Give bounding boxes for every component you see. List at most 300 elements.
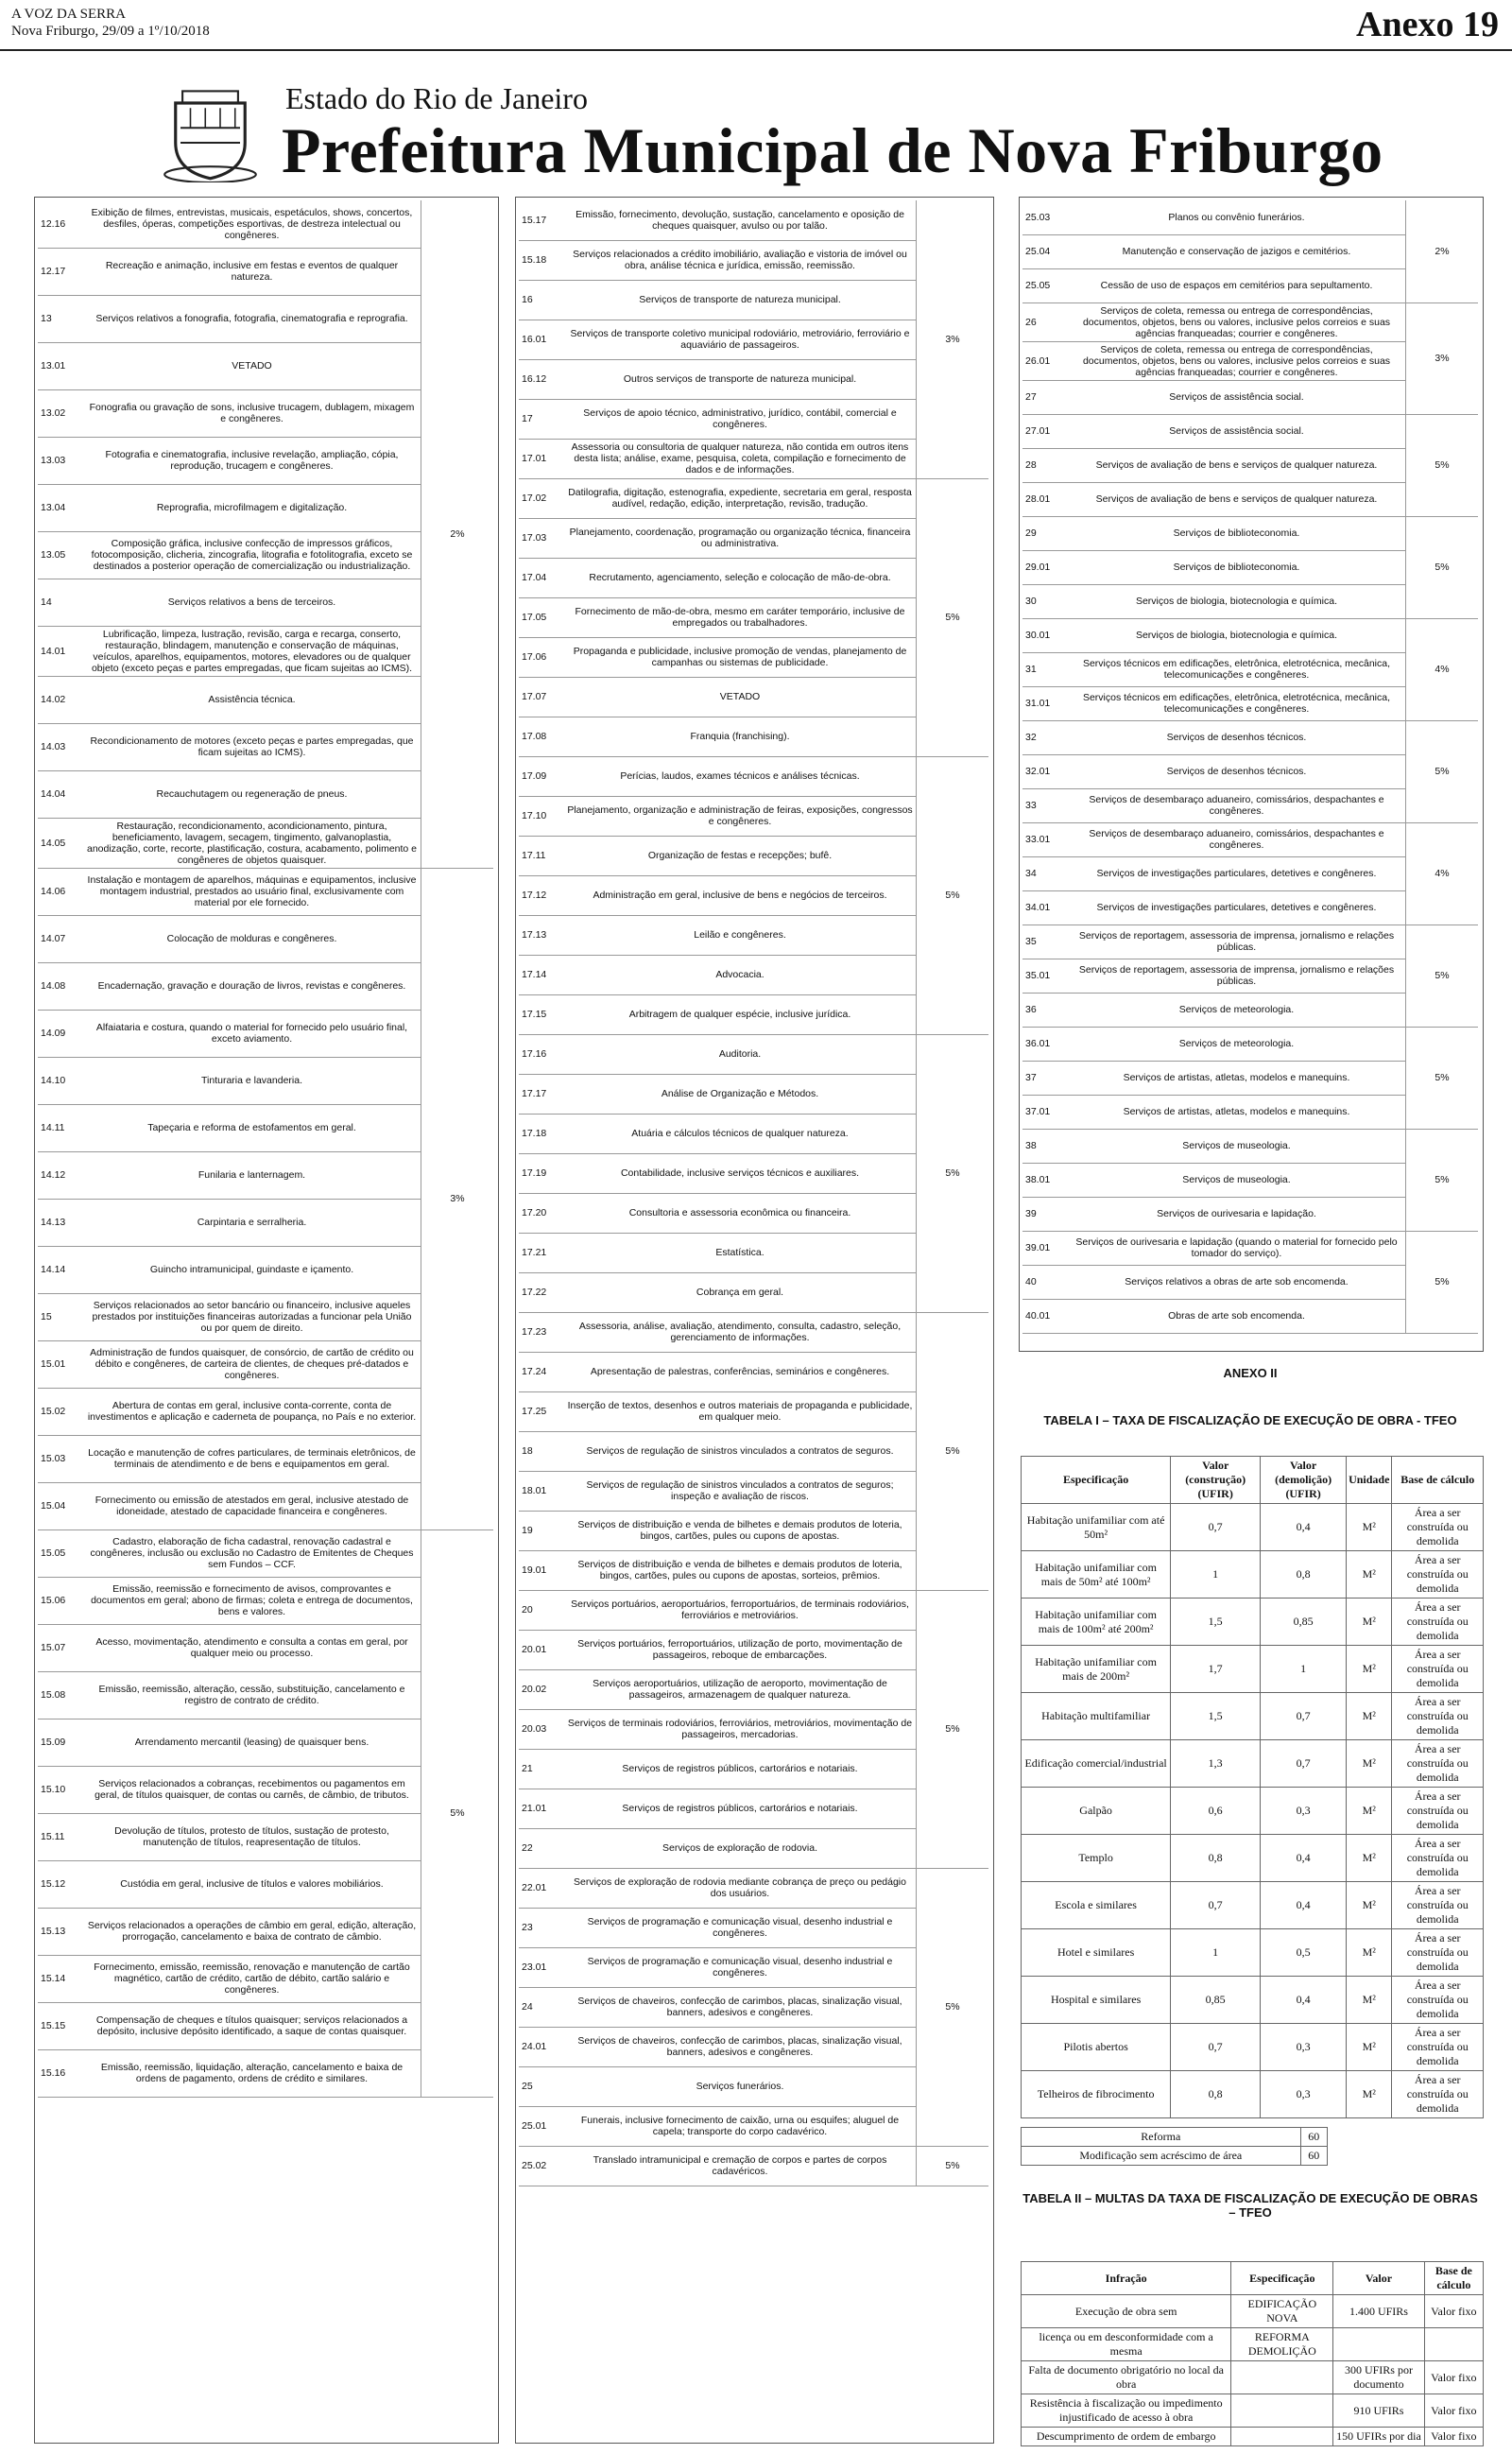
table-row (1022, 414, 1478, 448)
column-header: Especificação (1231, 2262, 1333, 2295)
page-header (0, 0, 1512, 51)
service-description: Serviços de reportagem, assessoria de imprensa, jornalismo e relações públicas. (1068, 959, 1406, 993)
service-description: Serviços de avaliação de bens e serviços de qualquer natureza. (1068, 448, 1406, 482)
service-code: 17.05 (519, 597, 564, 637)
service-code: 36.01 (1022, 1027, 1068, 1061)
masthead (28, 55, 1484, 187)
column-header: Infração (1022, 2262, 1231, 2295)
service-code: 17.09 (519, 756, 564, 796)
service-code: 20.02 (519, 1669, 564, 1709)
service-code: 17.23 (519, 1312, 564, 1352)
service-description: Locação e manutenção de cofres particulares, de terminais eletrônicos, de terminais de atendimento e de bens e equipamentos em geral. (83, 1435, 421, 1482)
service-code: 29.01 (1022, 550, 1068, 584)
service-code: 28 (1022, 448, 1068, 482)
table-row (1022, 1027, 1478, 1061)
service-description: Recreação e animação, inclusive em festas e eventos de qualquer natureza. (83, 248, 421, 295)
service-rate: 2% (1406, 200, 1479, 302)
table-cell: Galpão (1022, 1788, 1171, 1835)
service-rate: 5% (1406, 925, 1479, 1027)
service-code: 24 (519, 1987, 564, 2027)
table-cell: M² (1347, 1646, 1392, 1693)
service-code: 15.16 (38, 2049, 83, 2097)
table-row (1022, 618, 1478, 652)
service-code: 21.01 (519, 1789, 564, 1828)
table-cell: 0,7 (1171, 2024, 1261, 2071)
service-code: 25.01 (519, 2106, 564, 2146)
table-row (519, 200, 988, 240)
table-cell: Habitação unifamiliar com mais de 100m² até 200m² (1022, 1599, 1171, 1646)
table-cell: Área a ser construída ou demolida (1392, 1599, 1484, 1646)
service-description: Serviços de meteorologia. (1068, 1027, 1406, 1061)
service-description: Encadernação, gravação e douração de livros, revistas e congêneres. (83, 962, 421, 1010)
service-code: 34 (1022, 856, 1068, 890)
table-cell: Resistência à fiscalização ou impedimento injustificado de acesso à obra (1022, 2394, 1231, 2428)
table-row (38, 200, 493, 248)
service-description: Consultoria e assessoria econômica ou financeira. (564, 1193, 917, 1233)
table-row (1022, 1599, 1484, 1646)
service-code: 17.18 (519, 1114, 564, 1153)
service-code: 17.04 (519, 558, 564, 597)
service-code: 25.03 (1022, 200, 1068, 234)
service-description: Serviços de biblioteconomia. (1068, 516, 1406, 550)
service-description: Datilografia, digitação, estenografia, expediente, secretaria em geral, resposta audível, redação, edição, interpretação, revisão, tradução. (564, 478, 917, 518)
service-code: 13 (38, 295, 83, 342)
service-rate: 5% (917, 1034, 989, 1312)
service-description: Serviços de meteorologia. (1068, 993, 1406, 1027)
service-rate: 5% (1406, 516, 1479, 618)
service-description: Serviços de programação e comunicação visual, desenho industrial e congêneres. (564, 1908, 917, 1947)
service-description: Serviços de investigações particulares, detetives e congêneres. (1068, 890, 1406, 925)
service-code: 37.01 (1022, 1095, 1068, 1129)
service-description: Serviços de coleta, remessa ou entrega de correspondências, documentos, objetos, bens ou valores, inclusive pelos correios e suas agências franqueadas; courrier e congêneres. (1068, 341, 1406, 380)
service-list-col1 (38, 200, 493, 2098)
service-code: 31 (1022, 652, 1068, 686)
table-cell: 1 (1171, 1551, 1261, 1599)
service-description: Serviços de artistas, atletas, modelos e manequins. (1068, 1061, 1406, 1095)
table-cell: M² (1347, 1551, 1392, 1599)
table-cell: 0,8 (1171, 2071, 1261, 2118)
service-description: Recondicionamento de motores (exceto peças e partes empregadas, que ficam sujeitas ao ICMS). (83, 723, 421, 770)
service-code: 12.16 (38, 200, 83, 248)
service-description: Serviços de registros públicos, cartorários e notariais. (564, 1749, 917, 1789)
service-rate: 5% (917, 1312, 989, 1590)
column-header: Valor (demolição) (UFIR) (1261, 1457, 1347, 1504)
service-rate: 5% (917, 2146, 989, 2186)
service-rate: 3% (917, 200, 989, 478)
service-rate: 5% (917, 1868, 989, 2146)
table-row (38, 1529, 493, 1577)
service-code: 20.01 (519, 1630, 564, 1669)
table-cell: Área a ser construída ou demolida (1392, 1693, 1484, 1740)
service-description: Serviços de registros públicos, cartorários e notariais. (564, 1789, 917, 1828)
service-code: 14.05 (38, 818, 83, 868)
table-cell: 60 (1300, 2147, 1327, 2166)
service-code: 14.13 (38, 1199, 83, 1246)
service-code: 26.01 (1022, 341, 1068, 380)
service-description: Franquia (franchising). (564, 717, 917, 756)
table-cell: 0,4 (1261, 1835, 1347, 1882)
service-code: 17.02 (519, 478, 564, 518)
service-description: Serviços de avaliação de bens e serviços de qualquer natureza. (1068, 482, 1406, 516)
service-code: 33.01 (1022, 822, 1068, 856)
service-code: 17.13 (519, 915, 564, 955)
table-cell: M² (1347, 1599, 1392, 1646)
table-cell: 1 (1171, 1929, 1261, 1977)
service-code: 15.07 (38, 1624, 83, 1671)
table-row (1022, 2394, 1484, 2428)
service-description: VETADO (83, 342, 421, 389)
service-code: 17.06 (519, 637, 564, 677)
service-code: 39.01 (1022, 1231, 1068, 1265)
service-code: 13.01 (38, 342, 83, 389)
service-description: Devolução de títulos, protesto de títulos, sustação de protesto, manutenção de títulos, reapresentação de títulos. (83, 1813, 421, 1860)
service-description: Serviços de museologia. (1068, 1129, 1406, 1163)
service-code: 15.13 (38, 1908, 83, 1955)
service-code: 25.05 (1022, 268, 1068, 302)
service-description: Serviços de desembaraço aduaneiro, comissários, despachantes e congêneres. (1068, 822, 1406, 856)
service-description: Serviços relacionados ao setor bancário ou financeiro, inclusive aqueles prestados por instituições financeiras autorizadas a funcionar pela União ou por quem de direito. (83, 1293, 421, 1340)
table-row (1022, 302, 1478, 341)
service-code: 21 (519, 1749, 564, 1789)
service-code: 15.03 (38, 1435, 83, 1482)
service-code: 17.25 (519, 1391, 564, 1431)
dateline: Nova Friburgo, 29/09 a 1º/10/2018 (11, 24, 210, 39)
service-code: 14.10 (38, 1057, 83, 1104)
service-code: 38.01 (1022, 1163, 1068, 1197)
table-row (1022, 1929, 1484, 1977)
service-description: Assessoria, análise, avaliação, atendimento, consulta, cadastro, seleção, gerenciamento de informações. (564, 1312, 917, 1352)
tabela-ii-title: TABELA II – MULTAS DA TAXA DE FISCALIZAÇÃO DE EXECUÇÃO DE OBRAS – TFEO (1022, 2191, 1478, 2220)
service-description: Serviços de programação e comunicação visual, desenho industrial e congêneres. (564, 1947, 917, 1987)
service-description: Serviços de museologia. (1068, 1163, 1406, 1197)
municipal-crest-icon (161, 83, 260, 182)
service-description: Serviços de investigações particulares, detetives e congêneres. (1068, 856, 1406, 890)
service-description: Fornecimento, emissão, reemissão, renovação e manutenção de cartão magnético, cartão de crédito, cartão de débito, cartão salário e congêneres. (83, 1955, 421, 2002)
service-description: Serviços de biologia, biotecnologia e química. (1068, 584, 1406, 618)
table-cell: M² (1347, 1882, 1392, 1929)
table-cell: Área a ser construída ou demolida (1392, 1646, 1484, 1693)
service-code: 14.03 (38, 723, 83, 770)
service-description: Serviços de reportagem, assessoria de imprensa, jornalismo e relações públicas. (1068, 925, 1406, 959)
service-description: Emissão, fornecimento, devolução, sustação, cancelamento e oposição de cheques quaisquer, avulso ou por talão. (564, 200, 917, 240)
table-cell: 150 UFIRs por dia (1333, 2428, 1424, 2446)
table-cell: Área a ser construída ou demolida (1392, 1788, 1484, 1835)
table-row (1022, 822, 1478, 856)
service-description: Serviços técnicos em edificações, eletrônica, eletrotécnica, mecânica, telecomunicações e congêneres. (1068, 652, 1406, 686)
table-row (1022, 2024, 1484, 2071)
table-cell: 0,3 (1261, 2071, 1347, 2118)
service-code: 28.01 (1022, 482, 1068, 516)
service-rate: 5% (917, 1590, 989, 1868)
service-code: 31.01 (1022, 686, 1068, 720)
table-cell (1231, 2428, 1333, 2446)
service-description: Serviços de biblioteconomia. (1068, 550, 1406, 584)
service-code: 15.18 (519, 240, 564, 280)
service-code: 14.11 (38, 1104, 83, 1151)
table-cell: Habitação unifamiliar com até 50m² (1022, 1504, 1171, 1551)
table-cell (1231, 2361, 1333, 2394)
table-row (1022, 1504, 1484, 1551)
table-cell: Escola e similares (1022, 1882, 1171, 1929)
service-code: 15.11 (38, 1813, 83, 1860)
service-description: Serviços de distribuição e venda de bilhetes e demais produtos de loteria, bingos, cartões, pules ou cupons de apostas, sorteios, prêmios. (564, 1550, 917, 1590)
table-cell: 300 UFIRs por documento (1333, 2361, 1424, 2394)
service-code: 30.01 (1022, 618, 1068, 652)
service-code: 19 (519, 1511, 564, 1550)
service-description: VETADO (564, 677, 917, 717)
service-description: Instalação e montagem de aparelhos, máquinas e equipamentos, inclusive montagem industrial, prestados ao usuário final, exclusivamente com material por ele fornecido. (83, 868, 421, 915)
service-code: 13.05 (38, 531, 83, 579)
service-code: 25.04 (1022, 234, 1068, 268)
table-cell: 0,7 (1171, 1882, 1261, 1929)
service-description: Administração em geral, inclusive de bens e negócios de terceiros. (564, 875, 917, 915)
service-code: 14.01 (38, 626, 83, 676)
table-cell (1231, 2394, 1333, 2428)
service-description: Serviços de coleta, remessa ou entrega de correspondências, documentos, objetos, bens ou valores, inclusive pelos correios e suas agências franqueadas; courrier e congêneres. (1068, 302, 1406, 341)
paper-name: A VOZ DA SERRA (11, 7, 126, 22)
service-description: Contabilidade, inclusive serviços técnicos e auxiliares. (564, 1153, 917, 1193)
service-rate: 5% (1406, 1027, 1479, 1129)
table-row (1022, 2147, 1328, 2166)
service-list-col2 (519, 200, 988, 2186)
service-description: Arbitragem de qualquer espécie, inclusive jurídica. (564, 994, 917, 1034)
table-cell: M² (1347, 1504, 1392, 1551)
service-description: Outros serviços de transporte de natureza municipal. (564, 359, 917, 399)
table-cell: Área a ser construída ou demolida (1392, 1929, 1484, 1977)
service-code: 16 (519, 280, 564, 320)
service-description: Serviços de terminais rodoviários, ferroviários, metroviários, movimentação de passageiros, mercadorias. (564, 1709, 917, 1749)
service-description: Advocacia. (564, 955, 917, 994)
service-code: 30 (1022, 584, 1068, 618)
service-rate: 5% (1406, 414, 1479, 516)
service-description: Composição gráfica, inclusive confecção de impressos gráficos, fotocomposição, clicheria, zincografia, litografia e fotolitografia, exceto se destinados a posterior operação de comercialização ou industrialização. (83, 531, 421, 579)
service-description: Emissão, reemissão, alteração, cessão, substituição, cancelamento e registro de contrato de crédito. (83, 1671, 421, 1719)
service-description: Manutenção e conservação de jazigos e cemitérios. (1068, 234, 1406, 268)
reforma-table (1021, 2127, 1328, 2166)
service-code: 15.01 (38, 1340, 83, 1388)
service-code: 40 (1022, 1265, 1068, 1299)
service-code: 15.12 (38, 1860, 83, 1908)
table-cell: Telheiros de fibrocimento (1022, 2071, 1171, 2118)
table-cell: M² (1347, 1929, 1392, 1977)
service-description: Planos ou convênio funerários. (1068, 200, 1406, 234)
table-cell: Área a ser construída ou demolida (1392, 1551, 1484, 1599)
service-code: 14.02 (38, 676, 83, 723)
tfeo-table (1021, 1456, 1484, 2118)
service-description: Serviços de transporte de natureza municipal. (564, 280, 917, 320)
service-code: 17.20 (519, 1193, 564, 1233)
service-rate: 4% (1406, 822, 1479, 925)
service-code: 13.04 (38, 484, 83, 531)
prefecture-title: Prefeitura Municipal de Nova Friburgo (282, 114, 1383, 186)
service-description: Organização de festas e recepções; bufê. (564, 836, 917, 875)
table-cell: M² (1347, 1693, 1392, 1740)
table-cell: Área a ser construída ou demolida (1392, 1504, 1484, 1551)
table-cell: 0,85 (1171, 1977, 1261, 2024)
service-description: Propaganda e publicidade, inclusive promoção de vendas, planejamento de campanhas ou sistemas de publicidade. (564, 637, 917, 677)
service-description: Arrendamento mercantil (leasing) de quaisquer bens. (83, 1719, 421, 1766)
service-code: 34.01 (1022, 890, 1068, 925)
anexo-ii-heading: ANEXO II (1223, 1366, 1278, 1380)
column-header: Valor (construção) (UFIR) (1171, 1457, 1261, 1504)
service-description: Colocação de molduras e congêneres. (83, 915, 421, 962)
service-code: 16.12 (519, 359, 564, 399)
table-cell: Valor fixo (1424, 2361, 1483, 2394)
service-description: Emissão, reemissão, liquidação, alteração, cancelamento e baixa de ordens de pagamento, ordens de crédito e similares. (83, 2049, 421, 2097)
service-description: Recrutamento, agenciamento, seleção e colocação de mão-de-obra. (564, 558, 917, 597)
service-code: 14.06 (38, 868, 83, 915)
table-cell: licença ou em desconformidade com a mesma (1022, 2328, 1231, 2361)
service-description: Estatística. (564, 1233, 917, 1272)
table-row (1022, 2128, 1328, 2147)
service-description: Fotografia e cinematografia, inclusive revelação, ampliação, cópia, reprodução, trucagem e congêneres. (83, 437, 421, 484)
service-description: Serviços de desenhos técnicos. (1068, 754, 1406, 788)
service-code: 15.09 (38, 1719, 83, 1766)
service-description: Cadastro, elaboração de ficha cadastral, renovação cadastral e congêneres, inclusão ou exclusão no Cadastro de Emitentes de Cheques sem Fundos – CCF. (83, 1529, 421, 1577)
service-description: Inserção de textos, desenhos e outros materiais de propaganda e publicidade, em qualquer meio. (564, 1391, 917, 1431)
service-description: Reprografia, microfilmagem e digitalização. (83, 484, 421, 531)
service-description: Leilão e congêneres. (564, 915, 917, 955)
table-cell: Valor fixo (1424, 2394, 1483, 2428)
table-cell: 0,8 (1261, 1551, 1347, 1599)
table-cell: 1 (1261, 1646, 1347, 1693)
service-code: 29 (1022, 516, 1068, 550)
table-cell: 0,3 (1261, 2024, 1347, 2071)
table-cell: 1,5 (1171, 1693, 1261, 1740)
service-code: 35.01 (1022, 959, 1068, 993)
table-cell: EDIFICAÇÃO NOVA (1231, 2295, 1333, 2328)
service-code: 17.22 (519, 1272, 564, 1312)
service-description: Serviços de regulação de sinistros vinculados a contratos de seguros; inspeção e avaliação de riscos. (564, 1471, 917, 1511)
service-description: Serviços de biologia, biotecnologia e química. (1068, 618, 1406, 652)
service-rate: 3% (1406, 302, 1479, 414)
service-description: Acesso, movimentação, atendimento e consulta a contas em geral, por qualquer meio ou processo. (83, 1624, 421, 1671)
table-cell: Templo (1022, 1835, 1171, 1882)
table-cell: 60 (1300, 2128, 1327, 2147)
column-header: Valor (1333, 2262, 1424, 2295)
table-cell: Área a ser construída ou demolida (1392, 2024, 1484, 2071)
table-cell: Hospital e similares (1022, 1977, 1171, 2024)
service-code: 15.02 (38, 1388, 83, 1435)
service-code: 15.06 (38, 1577, 83, 1624)
service-description: Translado intramunicipal e cremação de corpos e partes de corpos cadavéricos. (564, 2146, 917, 2186)
table-row (38, 868, 493, 915)
service-description: Serviços de chaveiros, confecção de carimbos, placas, sinalização visual, banners, adesivos e congêneres. (564, 1987, 917, 2027)
column-header: Unidade (1347, 1457, 1392, 1504)
service-description: Perícias, laudos, exames técnicos e análises técnicas. (564, 756, 917, 796)
service-description: Obras de arte sob encomenda. (1068, 1299, 1406, 1333)
table-cell: Modificação sem acréscimo de área (1022, 2147, 1301, 2166)
service-code: 15.10 (38, 1766, 83, 1813)
service-description: Serviços de exploração de rodovia mediante cobrança de preço ou pedágio dos usuários. (564, 1868, 917, 1908)
table-cell: 0,4 (1261, 1882, 1347, 1929)
service-description: Serviços portuários, aeroportuários, ferroportuários, de terminais rodoviários, ferroviários e metroviários. (564, 1590, 917, 1630)
service-code: 19.01 (519, 1550, 564, 1590)
service-description: Serviços de desenhos técnicos. (1068, 720, 1406, 754)
service-description: Serviços de chaveiros, confecção de carimbos, placas, sinalização visual, banners, adesivos e congêneres. (564, 2027, 917, 2066)
table-row (519, 1312, 988, 1352)
service-code: 36 (1022, 993, 1068, 1027)
service-description: Tapeçaria e reforma de estofamentos em geral. (83, 1104, 421, 1151)
service-description: Custódia em geral, inclusive de títulos e valores mobiliários. (83, 1860, 421, 1908)
table-cell: Edificação comercial/industrial (1022, 1740, 1171, 1788)
table-cell: 1,5 (1171, 1599, 1261, 1646)
service-description: Auditoria. (564, 1034, 917, 1074)
service-code: 15.17 (519, 200, 564, 240)
service-description: Restauração, recondicionamento, acondicionamento, pintura, beneficiamento, lavagem, secagem, tingimento, galvanoplastia, anodização, corte, recorte, plastificação, costura, acabamento, polimento e congêneres de objetos quaisquer. (83, 818, 421, 868)
service-code: 17.01 (519, 439, 564, 478)
service-description: Serviços de ourivesaria e lapidação (quando o material for fornecido pelo tomador do serviço). (1068, 1231, 1406, 1265)
service-description: Lubrificação, limpeza, lustração, revisão, carga e recarga, conserto, restauração, blindagem, manutenção e conservação de máquinas, veículos, aparelhos, equipamentos, motores, elevadores ou de qualquer objeto (exceto peças e partes empregadas, que ficam sujeitas ao ICMS). (83, 626, 421, 676)
service-code: 35 (1022, 925, 1068, 959)
table-row (1022, 1646, 1484, 1693)
service-rate: 5% (1406, 1231, 1479, 1333)
service-code: 38 (1022, 1129, 1068, 1163)
service-code: 26 (1022, 302, 1068, 341)
table-cell: M² (1347, 1740, 1392, 1788)
service-code: 23 (519, 1908, 564, 1947)
table-cell: Habitação unifamiliar com mais de 50m² até 100m² (1022, 1551, 1171, 1599)
service-description: Tinturaria e lavanderia. (83, 1057, 421, 1104)
service-description: Serviços de exploração de rodovia. (564, 1828, 917, 1868)
table-cell (1424, 2328, 1483, 2361)
table-cell: Descumprimento de ordem de embargo (1022, 2428, 1231, 2446)
service-code: 17.17 (519, 1074, 564, 1114)
service-description: Assistência técnica. (83, 676, 421, 723)
table-cell: 0,4 (1261, 1977, 1347, 2024)
service-code: 18.01 (519, 1471, 564, 1511)
service-description: Cessão de uso de espaços em cemitérios para sepultamento. (1068, 268, 1406, 302)
service-description: Funerais, inclusive fornecimento de caixão, urna ou esquifes; aluguel de capela; transporte do corpo cadavérico. (564, 2106, 917, 2146)
table-row (1022, 1740, 1484, 1788)
service-code: 17.24 (519, 1352, 564, 1391)
service-description: Serviços de assistência social. (1068, 380, 1406, 414)
service-description: Funilaria e lanternagem. (83, 1151, 421, 1199)
service-list-col3 (1022, 200, 1478, 1334)
service-code: 14.12 (38, 1151, 83, 1199)
service-description: Planejamento, coordenação, programação ou organização técnica, financeira ou administrativa. (564, 518, 917, 558)
service-rate: 5% (1406, 720, 1479, 822)
service-code: 24.01 (519, 2027, 564, 2066)
service-code: 15.04 (38, 1482, 83, 1529)
table-cell: Execução de obra sem (1022, 2295, 1231, 2328)
service-code: 15 (38, 1293, 83, 1340)
service-description: Carpintaria e serralheria. (83, 1199, 421, 1246)
table-cell: Habitação multifamiliar (1022, 1693, 1171, 1740)
service-code: 16.01 (519, 320, 564, 359)
service-description: Serviços relativos a bens de terceiros. (83, 579, 421, 626)
table-cell: M² (1347, 1788, 1392, 1835)
table-row (1022, 2428, 1484, 2446)
table-row (1022, 200, 1478, 234)
table-row (519, 1590, 988, 1630)
table-cell: 0,7 (1261, 1740, 1347, 1788)
service-rate: 3% (421, 868, 494, 1529)
service-code: 23.01 (519, 1947, 564, 1987)
service-code: 14.08 (38, 962, 83, 1010)
table-row (1022, 1977, 1484, 2024)
service-description: Emissão, reemissão e fornecimento de avisos, comprovantes e documentos em geral; abono de firmas; coleta e entrega de documentos, bens e valores. (83, 1577, 421, 1624)
table-row (1022, 2071, 1484, 2118)
table-row (1022, 516, 1478, 550)
service-code: 22.01 (519, 1868, 564, 1908)
table-cell: Valor fixo (1424, 2428, 1483, 2446)
service-description: Serviços de artistas, atletas, modelos e manequins. (1068, 1095, 1406, 1129)
table-cell: Área a ser construída ou demolida (1392, 1740, 1484, 1788)
service-description: Serviços relacionados a operações de câmbio em geral, edição, alteração, prorrogação, cancelamento e baixa de contrato de câmbio. (83, 1908, 421, 1955)
table-cell: Área a ser construída ou demolida (1392, 2071, 1484, 2118)
service-description: Assessoria ou consultoria de qualquer natureza, não contida em outros itens desta lista; análise, exame, pesquisa, coleta, compilação e fornecimento de dados e de informações. (564, 439, 917, 478)
